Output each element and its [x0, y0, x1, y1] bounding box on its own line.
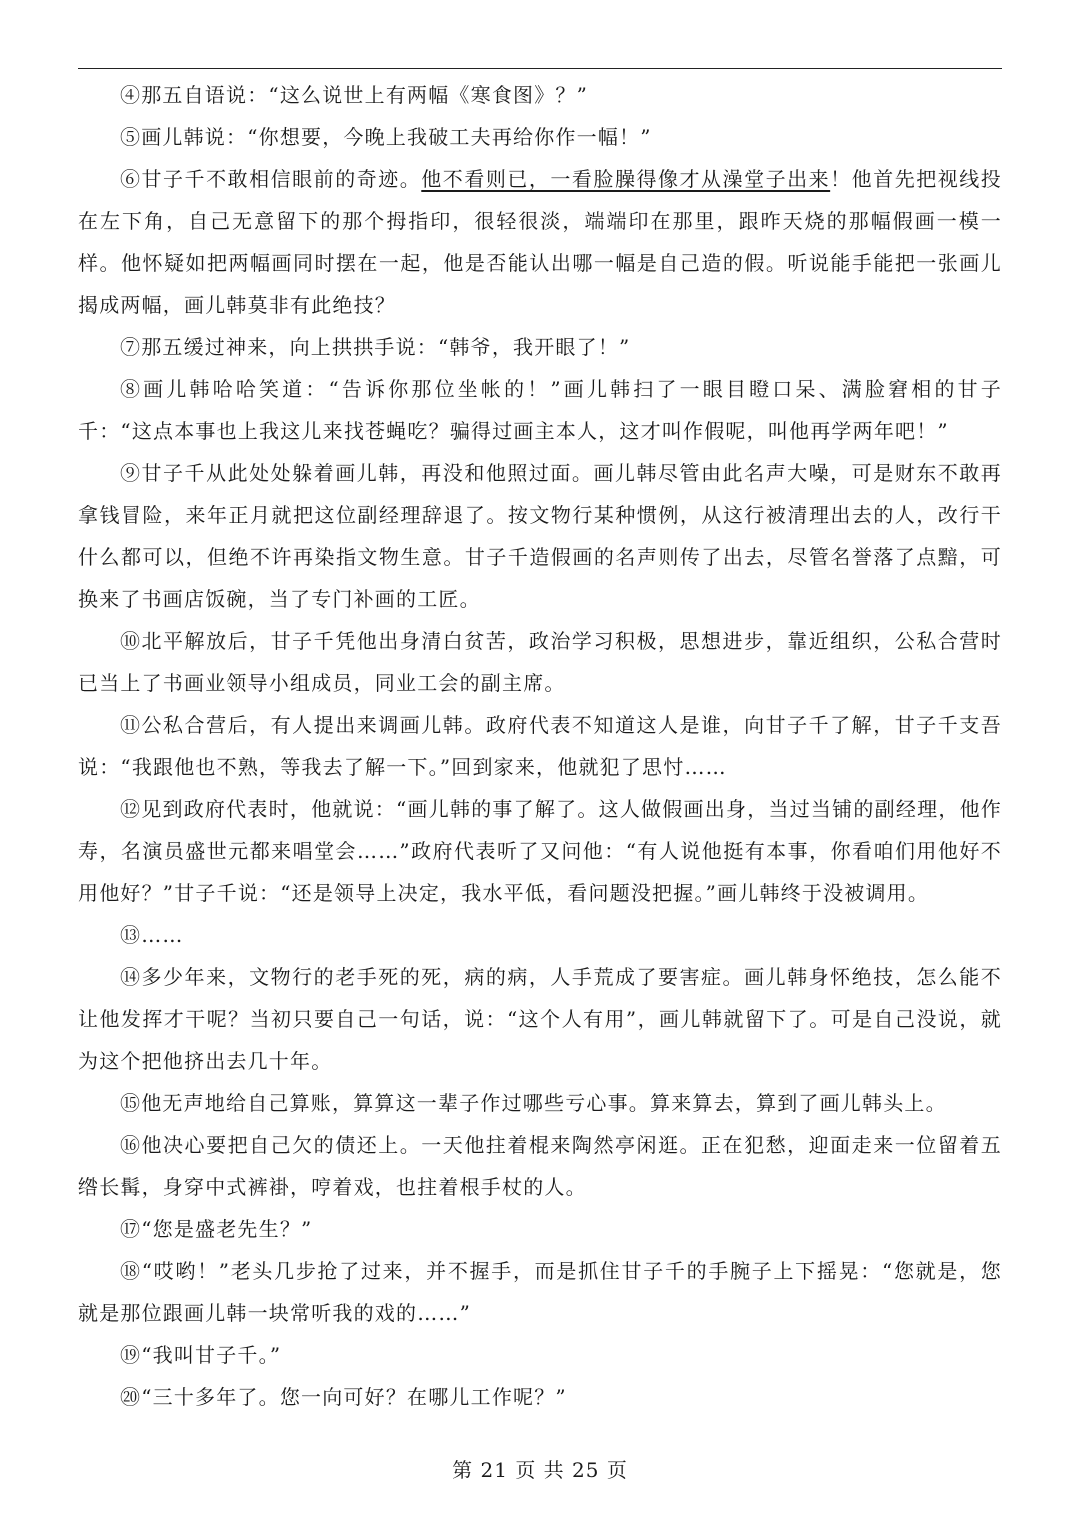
paragraph-14: ⑭多少年来，文物行的老手死的死，病的病，人手荒成了要害症。画儿韩身怀绝技，怎么能不让他发挥才干呢？当初只要自己一句话，说：“这个人有用”，画儿韩就留下了。可是自己没说，就为这个把他挤出去几十年。: [78, 965, 1002, 1073]
paragraph-9: ⑨甘子千从此处处躲着画儿韩，再没和他照过面。画儿韩尽管由此名声大噪，可是财东不敢再拿钱冒险，来年正月就把这位副经理辞退了。按文物行某种惯例，从这行被清理出去的人，改行干什么都可以，但绝不许再染指文物生意。甘子千造假画的名声则传了出去，尽管名誉落了点黯，可换来了书画店饭碗，当了专门补画的工匠。: [78, 461, 1002, 611]
paragraph-19: ⑲“我叫甘子千。”: [120, 1343, 282, 1367]
paragraph-13: ⑬……: [120, 923, 184, 947]
paragraph-6-rest: ！他首先把视线投在左下角，自己无意留下的那个拇指印，很轻很淡，端端印在那里，跟昨天烧的那幅假画一模一样。他怀疑如把两幅画同时摆在一起，他是否能认出哪一幅是自己造的假。听说能手能把一张画儿揭成两幅，画儿韩莫非有此绝技？: [78, 167, 1002, 317]
paragraph-8: ⑧画儿韩哈哈笑道：“告诉你那位坐帐的！”画儿韩扫了一眼目瞪口呆、满脸窘相的甘子千：“这点本事也上我这儿来找苍蝇吃？骗得过画主本人，这才叫作假呢，叫他再学两年吧！”: [78, 377, 1002, 443]
paragraph-20: ⑳“三十多年了。您一向可好？在哪儿工作呢？”: [120, 1385, 567, 1409]
article-body: [78, 74, 1002, 1418]
paragraph-5: ⑤画儿韩说：“你想要，今晚上我破工夫再给你作一幅！”: [120, 125, 652, 149]
paragraph-7: ⑦那五缓过神来，向上拱拱手说：“韩爷，我开眼了！”: [120, 335, 631, 359]
paragraph-17: ⑰“您是盛老先生？”: [120, 1217, 313, 1241]
paragraph-6: [78, 158, 1002, 326]
paragraph-4: ④那五自语说：“这么说世上有两幅《寒食图》？”: [120, 83, 589, 107]
paragraph-11: ⑪公私合营后，有人提出来调画儿韩。政府代表不知道这人是谁，向甘子千了解，甘子千支吾说：“我跟他也不熟，等我去了解一下。”回到家来，他就犯了思忖……: [78, 713, 1002, 779]
paragraph-16: ⑯他决心要把自己欠的债还上。一天他拄着棍来陶然亭闲逛。正在犯愁，迎面走来一位留着五绺长髯，身穿中式裤褂，哼着戏，也拄着根手杖的人。: [78, 1133, 1002, 1199]
paragraph-15: ⑮他无声地给自己算账，算算这一辈子作过哪些亏心事。算来算去，算到了画儿韩头上。: [120, 1091, 947, 1115]
header-rule: [78, 68, 1002, 69]
paragraph-12: ⑫见到政府代表时，他就说：“画儿韩的事了解了。这人做假画出身，当过当铺的副经理，他作寿，名演员盛世元都来唱堂会……”政府代表听了又问他：“有人说他挺有本事，你看咱们用他好不用他好？”甘子千说：“还是领导上决定，我水平低，看问题没把握。”画儿韩终于没被调用。: [78, 797, 1002, 905]
page-number: 第 21 页 共 25 页: [452, 1458, 628, 1482]
paragraph-18: ⑱“哎哟！”老头几步抢了过来，并不握手，而是抓住甘子千的手腕子上下摇晃：“您就是，您就是那位跟画儿韩一块常听我的戏的……”: [78, 1259, 1002, 1325]
underlined-sentence: 他不看则已，一看脸臊得像才从澡堂子出来: [421, 167, 831, 191]
paragraph-6-lead: ⑥甘子千不敢相信眼前的奇迹。: [120, 167, 422, 191]
paragraph-10: ⑩北平解放后，甘子千凭他出身清白贫苦，政治学习积极，思想进步，靠近组织，公私合营时已当上了书画业领导小组成员，同业工会的副主席。: [78, 629, 1002, 695]
